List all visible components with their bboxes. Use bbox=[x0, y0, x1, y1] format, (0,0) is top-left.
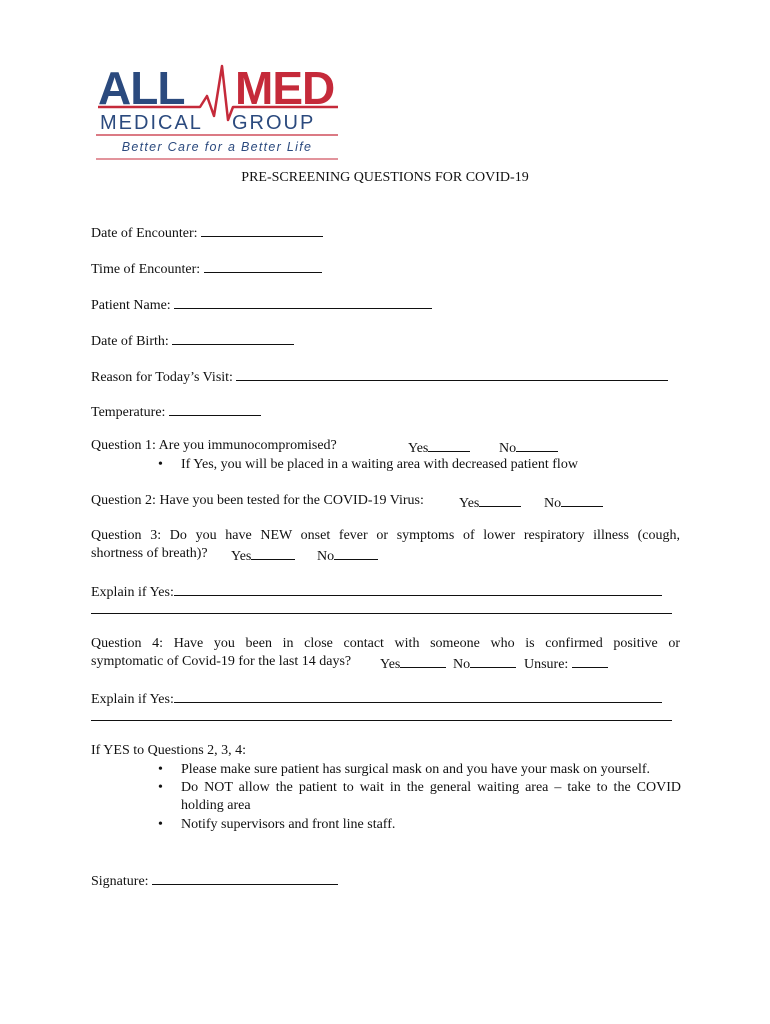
date-of-birth-row bbox=[91, 330, 294, 351]
question-4-no-field[interactable] bbox=[470, 653, 516, 668]
reason-label: Reason for Today’s Visit: bbox=[91, 370, 233, 385]
temperature-field[interactable] bbox=[169, 401, 261, 416]
logo-tagline: Better Care for a Better Life bbox=[121, 140, 313, 154]
question-4-line-2 bbox=[91, 653, 351, 671]
logo-med: MED bbox=[235, 62, 335, 114]
question-1-row bbox=[91, 437, 337, 455]
explain-1-extra-line[interactable] bbox=[91, 613, 672, 614]
question-1-no bbox=[499, 437, 558, 458]
bullet-icon: • bbox=[158, 762, 163, 777]
question-1-no-field[interactable] bbox=[516, 437, 558, 452]
logo-group: GROUP bbox=[232, 112, 316, 134]
explain-1-label: Explain if Yes: bbox=[91, 585, 174, 600]
signature-row bbox=[91, 870, 338, 891]
question-1-text: Question 1: Are you immunocompromised? bbox=[91, 438, 337, 453]
time-of-encounter-label: Time of Encounter: bbox=[91, 262, 201, 277]
question-3-text-2: shortness of breath)? bbox=[91, 546, 208, 561]
signature-label: Signature: bbox=[91, 874, 149, 889]
question-3-no-field[interactable] bbox=[334, 545, 378, 560]
question-2-yes-field[interactable] bbox=[479, 492, 521, 507]
instruction-item-text: Do NOT allow the patient to wait in the general waiting area – take to the COVID holding area bbox=[181, 780, 681, 813]
instruction-item-text: Notify supervisors and front line staff. bbox=[181, 817, 396, 832]
date-of-birth-label: Date of Birth: bbox=[91, 334, 169, 349]
reason-row bbox=[91, 366, 668, 387]
question-3-yes-field[interactable] bbox=[251, 545, 295, 560]
question-4-line-1: Question 4: Have you been in close contact with someone who is confirmed positive or bbox=[91, 636, 680, 651]
question-3-no bbox=[317, 545, 378, 566]
question-1-yes-label: Yes bbox=[408, 441, 429, 456]
question-2-yes bbox=[459, 492, 521, 513]
question-3-yes bbox=[231, 545, 295, 566]
time-of-encounter-field[interactable] bbox=[204, 258, 322, 273]
bullet-icon: • bbox=[158, 457, 163, 472]
explain-1-row bbox=[91, 581, 662, 602]
question-2-text: Question 2: Have you been tested for the COVID-19 Virus: bbox=[91, 493, 424, 508]
question-1-no-label: No bbox=[499, 441, 517, 456]
question-2-no-field[interactable] bbox=[561, 492, 603, 507]
question-1-yes bbox=[408, 437, 470, 458]
question-4-no-label: No bbox=[453, 657, 471, 672]
question-4-yes-field[interactable] bbox=[400, 653, 446, 668]
date-of-encounter-field[interactable] bbox=[201, 222, 323, 237]
question-2-yes-label: Yes bbox=[459, 496, 480, 511]
question-2-row bbox=[91, 492, 424, 510]
allmed-logo bbox=[92, 58, 342, 162]
question-1-note-text: If Yes, you will be placed in a waiting area with decreased patient flow bbox=[181, 457, 578, 472]
patient-name-row bbox=[91, 294, 432, 315]
date-of-encounter-label: Date of Encounter: bbox=[91, 226, 198, 241]
temperature-row bbox=[91, 401, 261, 422]
question-3-line-2 bbox=[91, 545, 208, 563]
bullet-icon: • bbox=[158, 817, 163, 832]
reason-field[interactable] bbox=[236, 366, 668, 381]
date-of-birth-field[interactable] bbox=[172, 330, 294, 345]
question-2-no-label: No bbox=[544, 496, 562, 511]
bullet-icon: • bbox=[158, 780, 163, 795]
explain-1-field[interactable] bbox=[174, 581, 662, 596]
temperature-label: Temperature: bbox=[91, 405, 166, 420]
question-4-yes-label: Yes bbox=[380, 657, 401, 672]
question-4-unsure-label: Unsure: bbox=[524, 657, 569, 672]
question-3-no-label: No bbox=[317, 549, 335, 564]
explain-2-extra-line[interactable] bbox=[91, 720, 672, 721]
question-1-yes-field[interactable] bbox=[428, 437, 470, 452]
question-3-yes-label: Yes bbox=[231, 549, 252, 564]
question-4-unsure-field[interactable] bbox=[572, 653, 608, 668]
question-4-unsure bbox=[524, 653, 608, 674]
signature-field[interactable] bbox=[152, 870, 338, 885]
logo-all: ALL bbox=[98, 62, 185, 114]
question-2-no bbox=[544, 492, 603, 513]
instruction-item-text: Please make sure patient has surgical mask on and you have your mask on yourself. bbox=[181, 762, 651, 777]
question-3-line-1: Question 3: Do you have NEW onset fever or symptoms of lower respiratory illness (cough, bbox=[91, 528, 680, 543]
time-of-encounter-row bbox=[91, 258, 322, 279]
form-title: PRE-SCREENING QUESTIONS FOR COVID-19 bbox=[241, 170, 529, 185]
patient-name-label: Patient Name: bbox=[91, 298, 171, 313]
logo-medical: MEDICAL bbox=[100, 112, 203, 134]
question-4-no bbox=[453, 653, 516, 674]
explain-2-field[interactable] bbox=[174, 688, 662, 703]
patient-name-field[interactable] bbox=[174, 294, 432, 309]
question-4-yes bbox=[380, 653, 446, 674]
explain-2-label: Explain if Yes: bbox=[91, 692, 174, 707]
question-4-text-2: symptomatic of Covid-19 for the last 14 days? bbox=[91, 654, 352, 669]
instructions-heading: If YES to Questions 2, 3, 4: bbox=[91, 743, 247, 758]
explain-2-row bbox=[91, 688, 662, 709]
date-of-encounter-row bbox=[91, 222, 323, 243]
